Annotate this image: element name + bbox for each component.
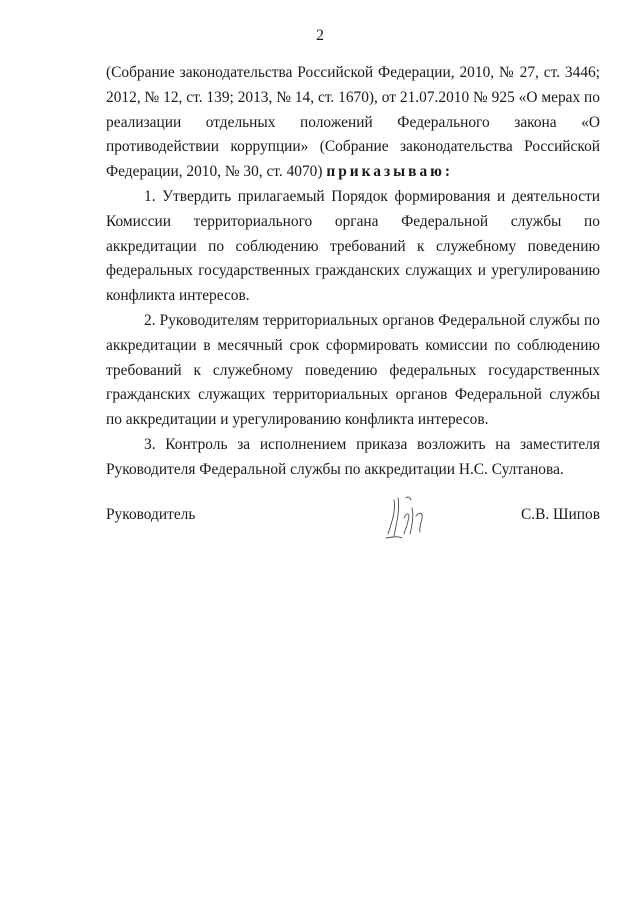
page-number: 2: [316, 27, 324, 44]
document-body: [106, 61, 600, 483]
handwritten-signature: [376, 488, 446, 548]
signature-block: [106, 500, 600, 550]
intro-paragraph: [106, 61, 600, 185]
item-2-paragraph: 2. Руководителям территориальных органов Федеральной службы по аккредитации в месячный срок сформировать комиссии по соблюдению требований к служебному поведению федеральных государственных гражданских служащих территориальных органов Федеральной службы по аккредитации и урегулированию конфликта интересов.: [106, 311, 600, 429]
item-1-paragraph: 1. Утвердить прилагаемый Порядок формирования и деятельности Комиссии территориального органа Федеральной службы по аккредитации по соблюдению требований к служебному поведению федеральных государственных гражданских служащих и урегулированию конфликта интересов.: [106, 187, 600, 305]
signer-name: С.В. Шипов: [520, 506, 600, 523]
order-word: приказываю:: [326, 163, 454, 181]
item-3-paragraph: 3. Контроль за исполнением приказа возложить на заместителя Руководителя Федеральной службы по аккредитации Н.С. Султанова.: [106, 435, 600, 478]
signer-title: Руководитель: [106, 506, 196, 523]
intro-text: (Собрание законодательства Российской Федерации, 2010, № 27, ст. 3446; 2012, № 12, ст. 139; 2013, № 14, ст. 1670), от 21.07.2010 № 925 «О мерах по реализации отдельных положений Федерального закона «О противодействии коррупции» (Собрание законодательства Российской Федерации, 2010, № 30, ст. 4070): [106, 64, 600, 181]
